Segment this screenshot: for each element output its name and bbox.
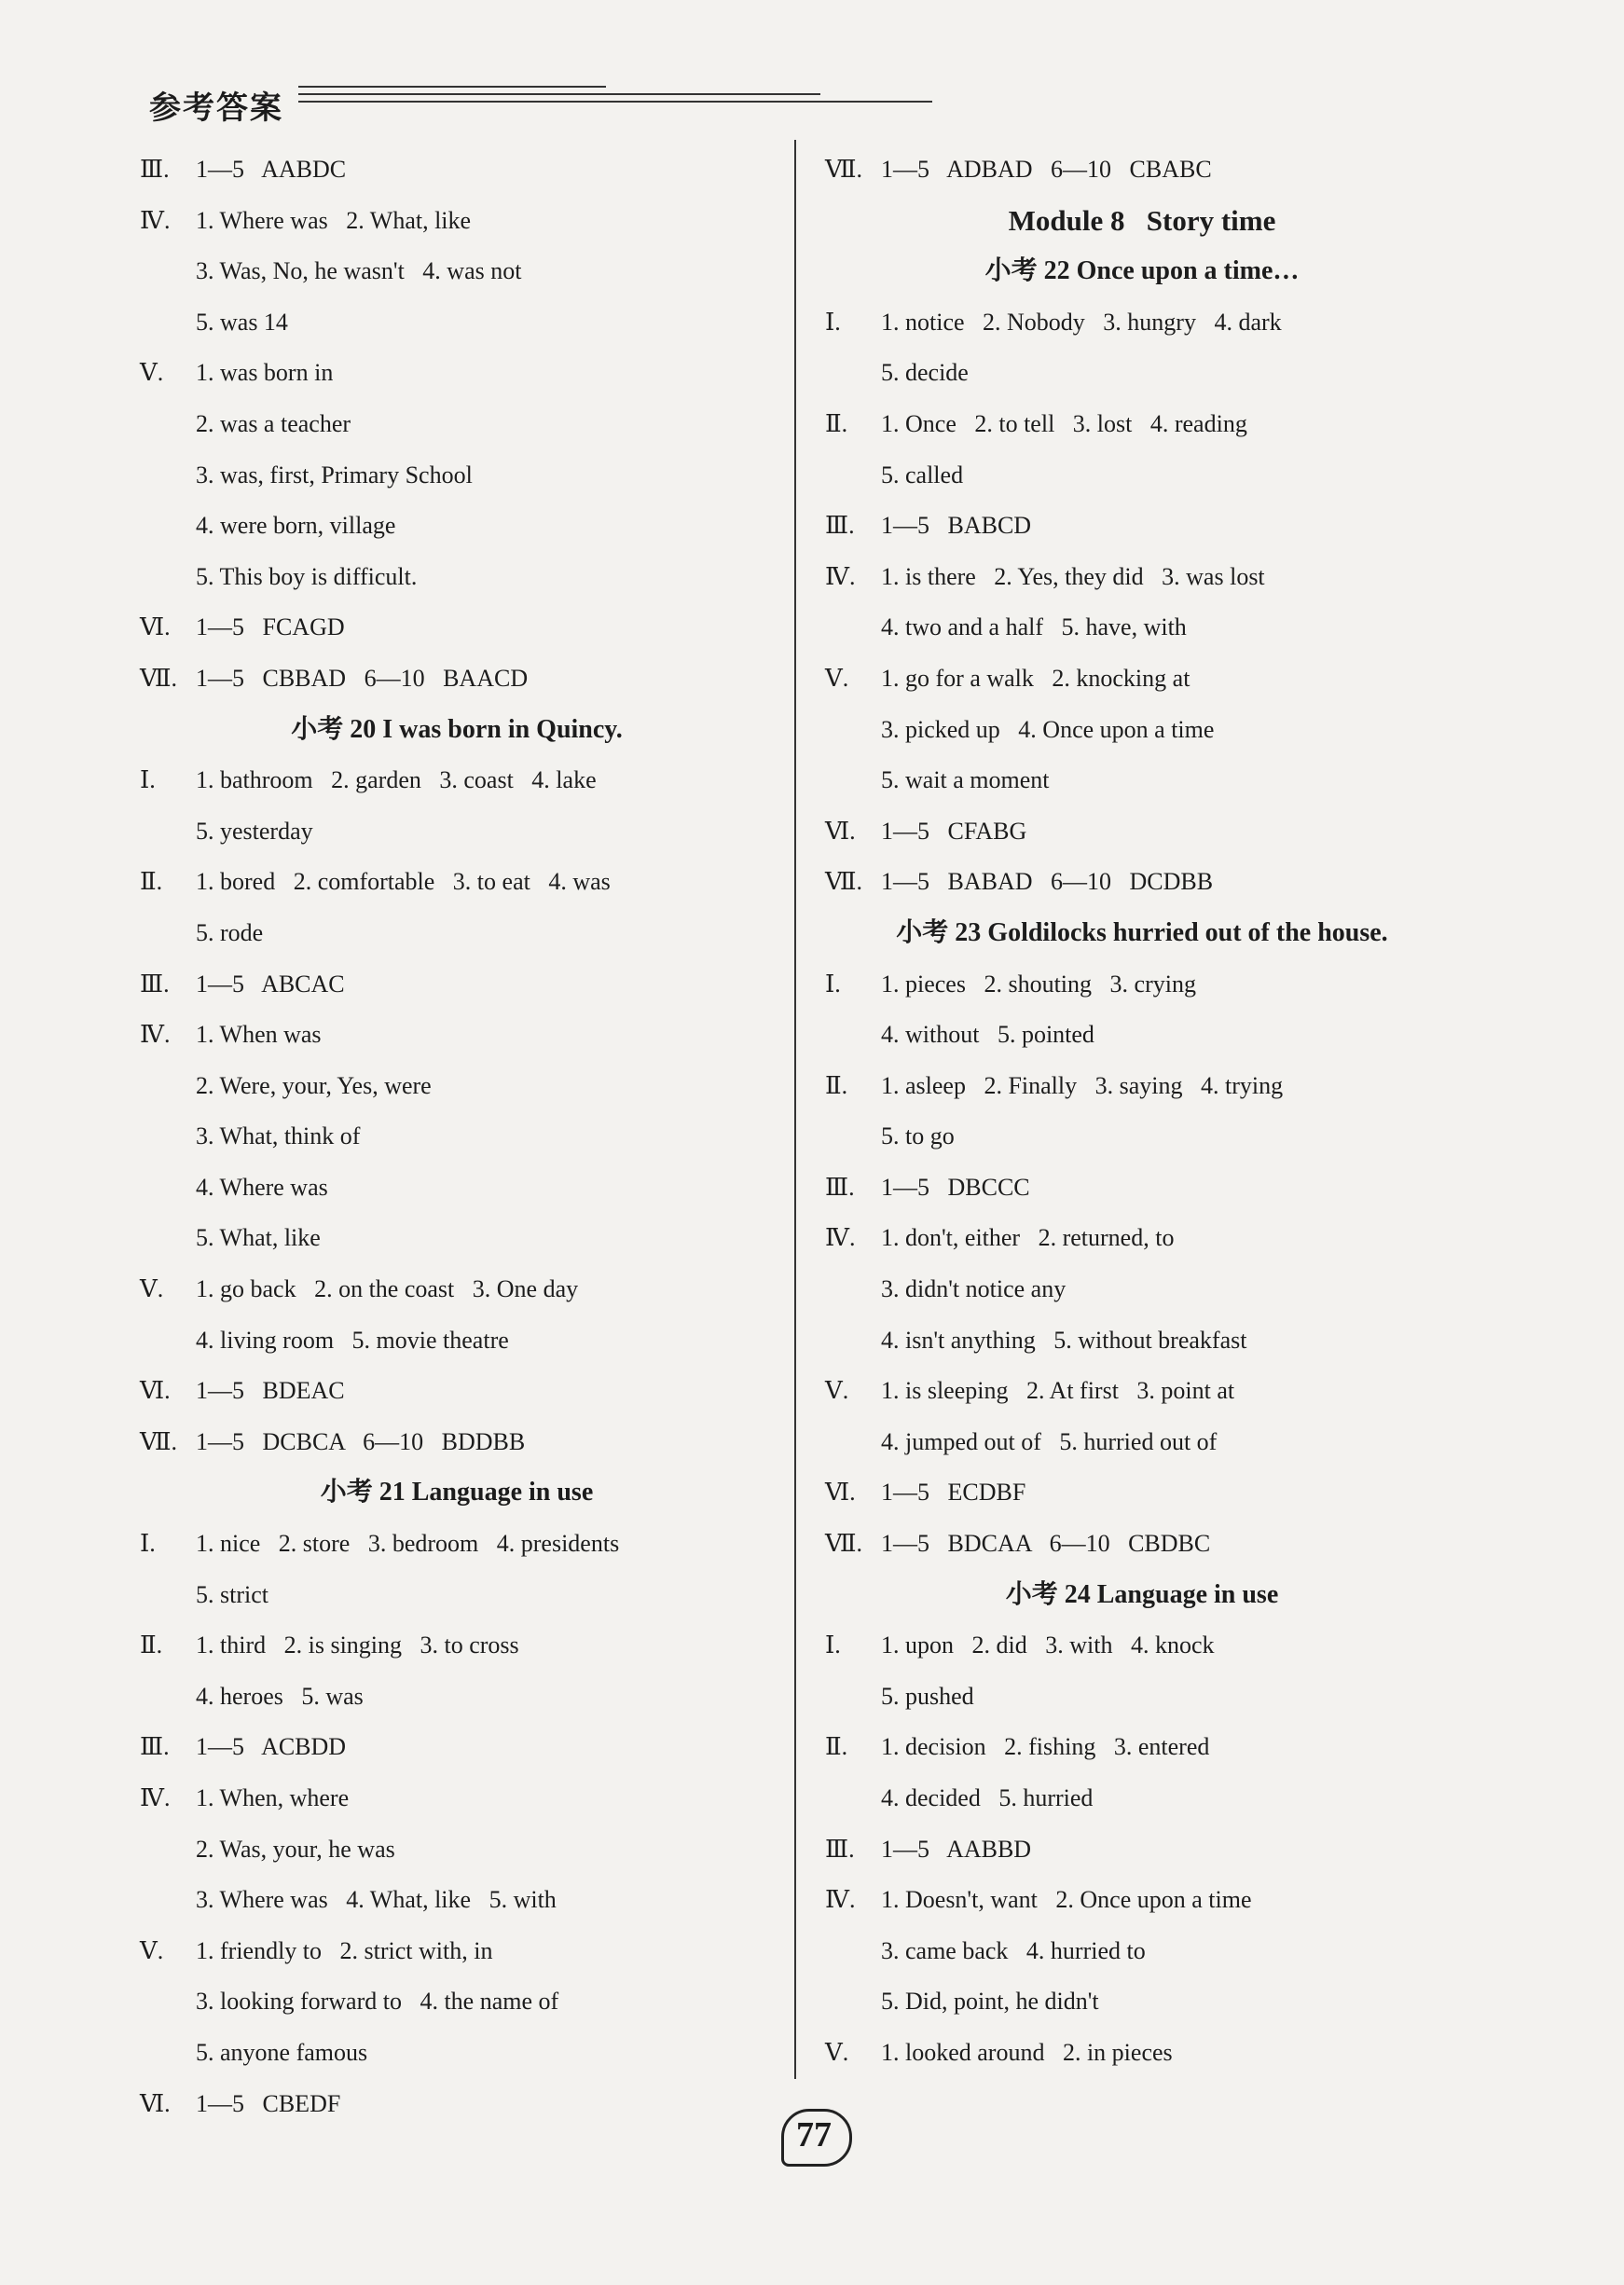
answer-text: 4. living room 5. movie theatre (196, 1326, 509, 1354)
exercise-number: Ⅶ. (825, 1530, 863, 1558)
answer-text: 4. decided 5. hurried (881, 1784, 1094, 1811)
answer-text: 1—5 DBCCC (881, 1173, 1030, 1201)
answer-text: 5. was 14 (196, 308, 288, 336)
answer-line (140, 501, 774, 552)
answer-text: 1. bored 2. comfortable 3. to eat 4. was (196, 868, 611, 896)
exercise-number: Ⅱ. (825, 409, 848, 437)
answer-line (140, 1824, 774, 1876)
exercise-number: Ⅱ. (825, 1071, 848, 1099)
answer-line (825, 399, 1459, 450)
exercise-number: Ⅲ. (825, 1835, 855, 1863)
answer-text: 1—5 CBEDF (196, 2089, 341, 2117)
answer-line (140, 1773, 774, 1824)
answer-line (140, 1315, 774, 1367)
exercise-number: Ⅰ. (140, 766, 156, 794)
column-divider (794, 140, 796, 2079)
answer-text: 2. Was, your, he was (196, 1835, 395, 1863)
answer-line (140, 1417, 774, 1468)
answer-line (825, 602, 1459, 654)
answer-line (825, 1163, 1459, 1214)
answer-text: 1—5 AABBD (881, 1835, 1032, 1863)
answer-text: 1. When, where (196, 1784, 350, 1811)
answer-line (825, 1976, 1459, 2028)
answer-line (140, 1976, 774, 2028)
module-heading: Module 8 Story time (1008, 203, 1276, 237)
answer-line (140, 857, 774, 908)
exercise-number: Ⅵ. (140, 1377, 171, 1405)
answer-text: 1. is there 2. Yes, they did 3. was lost (881, 562, 1265, 590)
answer-line (825, 1111, 1459, 1163)
answer-line (140, 908, 774, 959)
answer-line (825, 654, 1459, 705)
answer-line (140, 1366, 774, 1417)
answer-line (140, 1163, 774, 1214)
answer-line (140, 1875, 774, 1926)
header-title: 参考答案 (149, 89, 283, 127)
answer-line (825, 1061, 1459, 1112)
answer-text: 1—5 AABDC (196, 156, 347, 183)
answer-line (825, 1926, 1459, 1977)
exercise-number: Ⅱ. (825, 1733, 848, 1761)
section-heading: 小考 24 Language in use (1005, 1579, 1279, 1609)
answer-line (140, 1722, 774, 1773)
answer-text: 1—5 ABCAC (196, 970, 345, 998)
answer-text: 5. yesterday (196, 817, 313, 845)
answer-text: 1—5 BABCD (881, 512, 1032, 540)
answer-text: 1. go back 2. on the coast 3. One day (196, 1275, 579, 1303)
answer-text: 5. This boy is difficult. (196, 562, 418, 590)
answer-text: 5. pushed (881, 1682, 974, 1710)
answer-text: 3. What, think of (196, 1122, 361, 1150)
answer-text: 1—5 BDEAC (196, 1377, 345, 1405)
answer-line (825, 1366, 1459, 1417)
answer-text: 3. Was, No, he wasn't 4. was not (196, 257, 522, 285)
answer-text: 5. to go (881, 1122, 955, 1150)
answer-line (140, 196, 774, 247)
exercise-number: Ⅲ. (140, 1733, 170, 1761)
answer-line (825, 552, 1459, 603)
exercise-number: Ⅳ. (825, 1224, 856, 1252)
answer-text: 1—5 DCBCA 6—10 BDDBB (196, 1427, 526, 1455)
exercise-number: Ⅶ. (140, 1427, 178, 1455)
answer-text: 1. Once 2. to tell 3. lost 4. reading (881, 409, 1247, 437)
answer-text: 1—5 ACBDD (196, 1733, 347, 1761)
answer-text: 1. upon 2. did 3. with 4. knock (881, 1631, 1215, 1659)
answer-line (825, 1417, 1459, 1468)
answer-text: 3. didn't notice any (881, 1275, 1067, 1303)
answer-text: 3. picked up 4. Once upon a time (881, 715, 1215, 743)
answer-text: 5. strict (196, 1580, 268, 1608)
answer-line (140, 1570, 774, 1621)
exercise-number: Ⅶ. (140, 664, 178, 692)
exercise-number: Ⅴ. (140, 1275, 164, 1303)
exercise-number: Ⅰ. (825, 308, 841, 336)
answer-text: 5. Did, point, he didn't (881, 1988, 1099, 2016)
answer-line (825, 1620, 1459, 1672)
answer-line (825, 1773, 1459, 1824)
answer-line (825, 1875, 1459, 1926)
exercise-number: Ⅳ. (825, 1886, 856, 1914)
exercise-number: Ⅰ. (825, 970, 841, 998)
answer-text: 1—5 ECDBF (881, 1479, 1026, 1507)
exercise-number: Ⅴ. (825, 664, 849, 692)
answer-line (825, 1519, 1459, 1570)
answer-line (140, 552, 774, 603)
answer-line (140, 806, 774, 858)
answer-line (140, 654, 774, 705)
exercise-number: Ⅲ. (140, 970, 170, 998)
answer-line (825, 348, 1459, 399)
exercise-number: Ⅳ. (140, 206, 171, 234)
answer-line (140, 1213, 774, 1264)
answer-text: 4. jumped out of 5. hurried out of (881, 1427, 1218, 1455)
answer-text: 4. Where was (196, 1173, 328, 1201)
answer-text: 1. asleep 2. Finally 3. saying 4. trying (881, 1071, 1284, 1099)
answer-line (825, 1824, 1459, 1876)
answer-line (140, 755, 774, 806)
answer-line (140, 1061, 774, 1112)
answer-line (825, 806, 1459, 858)
answer-line (825, 450, 1459, 502)
exercise-number: Ⅴ. (825, 2038, 849, 2066)
exercise-number: Ⅴ. (825, 1377, 849, 1405)
exercise-number: Ⅲ. (825, 512, 855, 540)
answer-column-right (825, 145, 1459, 2079)
exercise-number: Ⅰ. (825, 1631, 841, 1659)
answer-text: 3. looking forward to 4. the name of (196, 1988, 559, 2016)
section-heading: 小考 21 Language in use (320, 1478, 594, 1507)
answer-line (140, 2079, 774, 2130)
answer-line (825, 1722, 1459, 1773)
page-header (140, 75, 792, 131)
answer-line (825, 857, 1459, 908)
answer-line (140, 399, 774, 450)
answer-text: 1. pieces 2. shouting 3. crying (881, 970, 1196, 998)
answer-line (140, 450, 774, 502)
answer-line (140, 1111, 774, 1163)
answer-line (140, 1620, 774, 1672)
answer-text: 1. decision 2. fishing 3. entered (881, 1733, 1210, 1761)
answer-line (825, 1010, 1459, 1061)
exercise-number: Ⅰ. (140, 1530, 156, 1558)
answer-text: 1—5 BABAD 6—10 DCDBB (881, 868, 1214, 896)
page-number: 77 (796, 2115, 832, 2154)
answer-line (825, 1672, 1459, 1723)
answer-text: 1. looked around 2. in pieces (881, 2038, 1173, 2066)
answer-text: 1—5 BDCAA 6—10 CBDBC (881, 1530, 1211, 1558)
header-rule (298, 86, 932, 108)
exercise-number: Ⅴ. (140, 1936, 164, 1964)
answer-text: 1. third 2. is singing 3. to cross (196, 1631, 519, 1659)
answer-text: 1—5 ADBAD 6—10 CBABC (881, 156, 1212, 183)
answer-text: 1. Doesn't, want 2. Once upon a time (881, 1886, 1252, 1914)
answer-line (825, 2028, 1459, 2079)
answer-line (140, 145, 774, 196)
answer-line (140, 1926, 774, 1977)
answer-text: 4. heroes 5. was (196, 1682, 364, 1710)
answer-text: 1. nice 2. store 3. bedroom 4. presidents (196, 1530, 620, 1558)
answer-line (140, 1672, 774, 1723)
answer-text: 3. Where was 4. What, like 5. with (196, 1886, 557, 1914)
answer-text: 1. was born in (196, 359, 334, 387)
exercise-number: Ⅱ. (140, 1631, 163, 1659)
answer-line (140, 297, 774, 349)
answer-text: 1. don't, either 2. returned, to (881, 1224, 1175, 1252)
answer-text: 4. were born, village (196, 512, 396, 540)
exercise-number: Ⅵ. (825, 1479, 856, 1507)
answer-text: 1—5 FCAGD (196, 613, 345, 641)
exercise-number: Ⅵ. (140, 613, 171, 641)
exercise-number: Ⅲ. (825, 1173, 855, 1201)
answer-text: 1—5 CFABG (881, 817, 1027, 845)
answer-text: 2. was a teacher (196, 409, 351, 437)
answer-line (825, 1315, 1459, 1367)
answer-text: 5. decide (881, 359, 969, 387)
exercise-number: Ⅳ. (140, 1784, 171, 1811)
exercise-number: Ⅳ. (825, 562, 856, 590)
answer-text: 5. anyone famous (196, 2038, 368, 2066)
exercise-number: Ⅵ. (825, 817, 856, 845)
exercise-number: Ⅶ. (825, 156, 863, 183)
answer-line (140, 1264, 774, 1315)
exercise-number: Ⅴ. (140, 359, 164, 387)
answer-line (140, 959, 774, 1011)
answer-line (825, 1264, 1459, 1315)
answer-column-left (140, 145, 774, 2129)
answer-line (825, 1467, 1459, 1519)
answer-text: 5. wait a moment (881, 766, 1050, 794)
section-heading: 小考 23 Goldilocks hurried out of the house. (896, 917, 1388, 947)
answer-line (825, 297, 1459, 349)
exercise-number: Ⅵ. (140, 2089, 171, 2117)
exercise-number: Ⅶ. (825, 868, 863, 896)
answer-text: 1. When was (196, 1021, 322, 1049)
answer-text: 5. called (881, 461, 964, 489)
exercise-number: Ⅱ. (140, 868, 163, 896)
answer-text: 3. came back 4. hurried to (881, 1936, 1146, 1964)
exercise-number: Ⅳ. (140, 1021, 171, 1049)
answer-line (825, 755, 1459, 806)
answer-line (140, 2028, 774, 2079)
answer-line (825, 1213, 1459, 1264)
answer-line (140, 1010, 774, 1061)
answer-line (140, 348, 774, 399)
answer-text: 2. Were, your, Yes, were (196, 1071, 432, 1099)
answer-text: 1—5 CBBAD 6—10 BAACD (196, 664, 529, 692)
answer-line (140, 246, 774, 297)
answer-line (140, 602, 774, 654)
answer-text: 1. go for a walk 2. knocking at (881, 664, 1190, 692)
section-heading: 小考 20 I was born in Quincy. (291, 714, 623, 744)
answer-text: 1. friendly to 2. strict with, in (196, 1936, 493, 1964)
answer-text: 4. two and a half 5. have, with (881, 613, 1187, 641)
answer-text: 5. What, like (196, 1224, 321, 1252)
answer-text: 1. Where was 2. What, like (196, 206, 472, 234)
answer-line (825, 501, 1459, 552)
answer-text: 4. without 5. pointed (881, 1021, 1094, 1049)
answer-text: 4. isn't anything 5. without breakfast (881, 1326, 1247, 1354)
answer-text: 5. rode (196, 918, 264, 946)
answer-line (825, 705, 1459, 756)
answer-text: 1. bathroom 2. garden 3. coast 4. lake (196, 766, 597, 794)
exercise-number: Ⅲ. (140, 156, 170, 183)
answer-text: 3. was, first, Primary School (196, 461, 473, 489)
answer-line (140, 1519, 774, 1570)
answer-text: 1. is sleeping 2. At first 3. point at (881, 1377, 1235, 1405)
section-heading: 小考 22 Once upon a time… (984, 256, 1300, 286)
answer-line (825, 145, 1459, 196)
answer-text: 1. notice 2. Nobody 3. hungry 4. dark (881, 308, 1282, 336)
answer-line (825, 959, 1459, 1011)
